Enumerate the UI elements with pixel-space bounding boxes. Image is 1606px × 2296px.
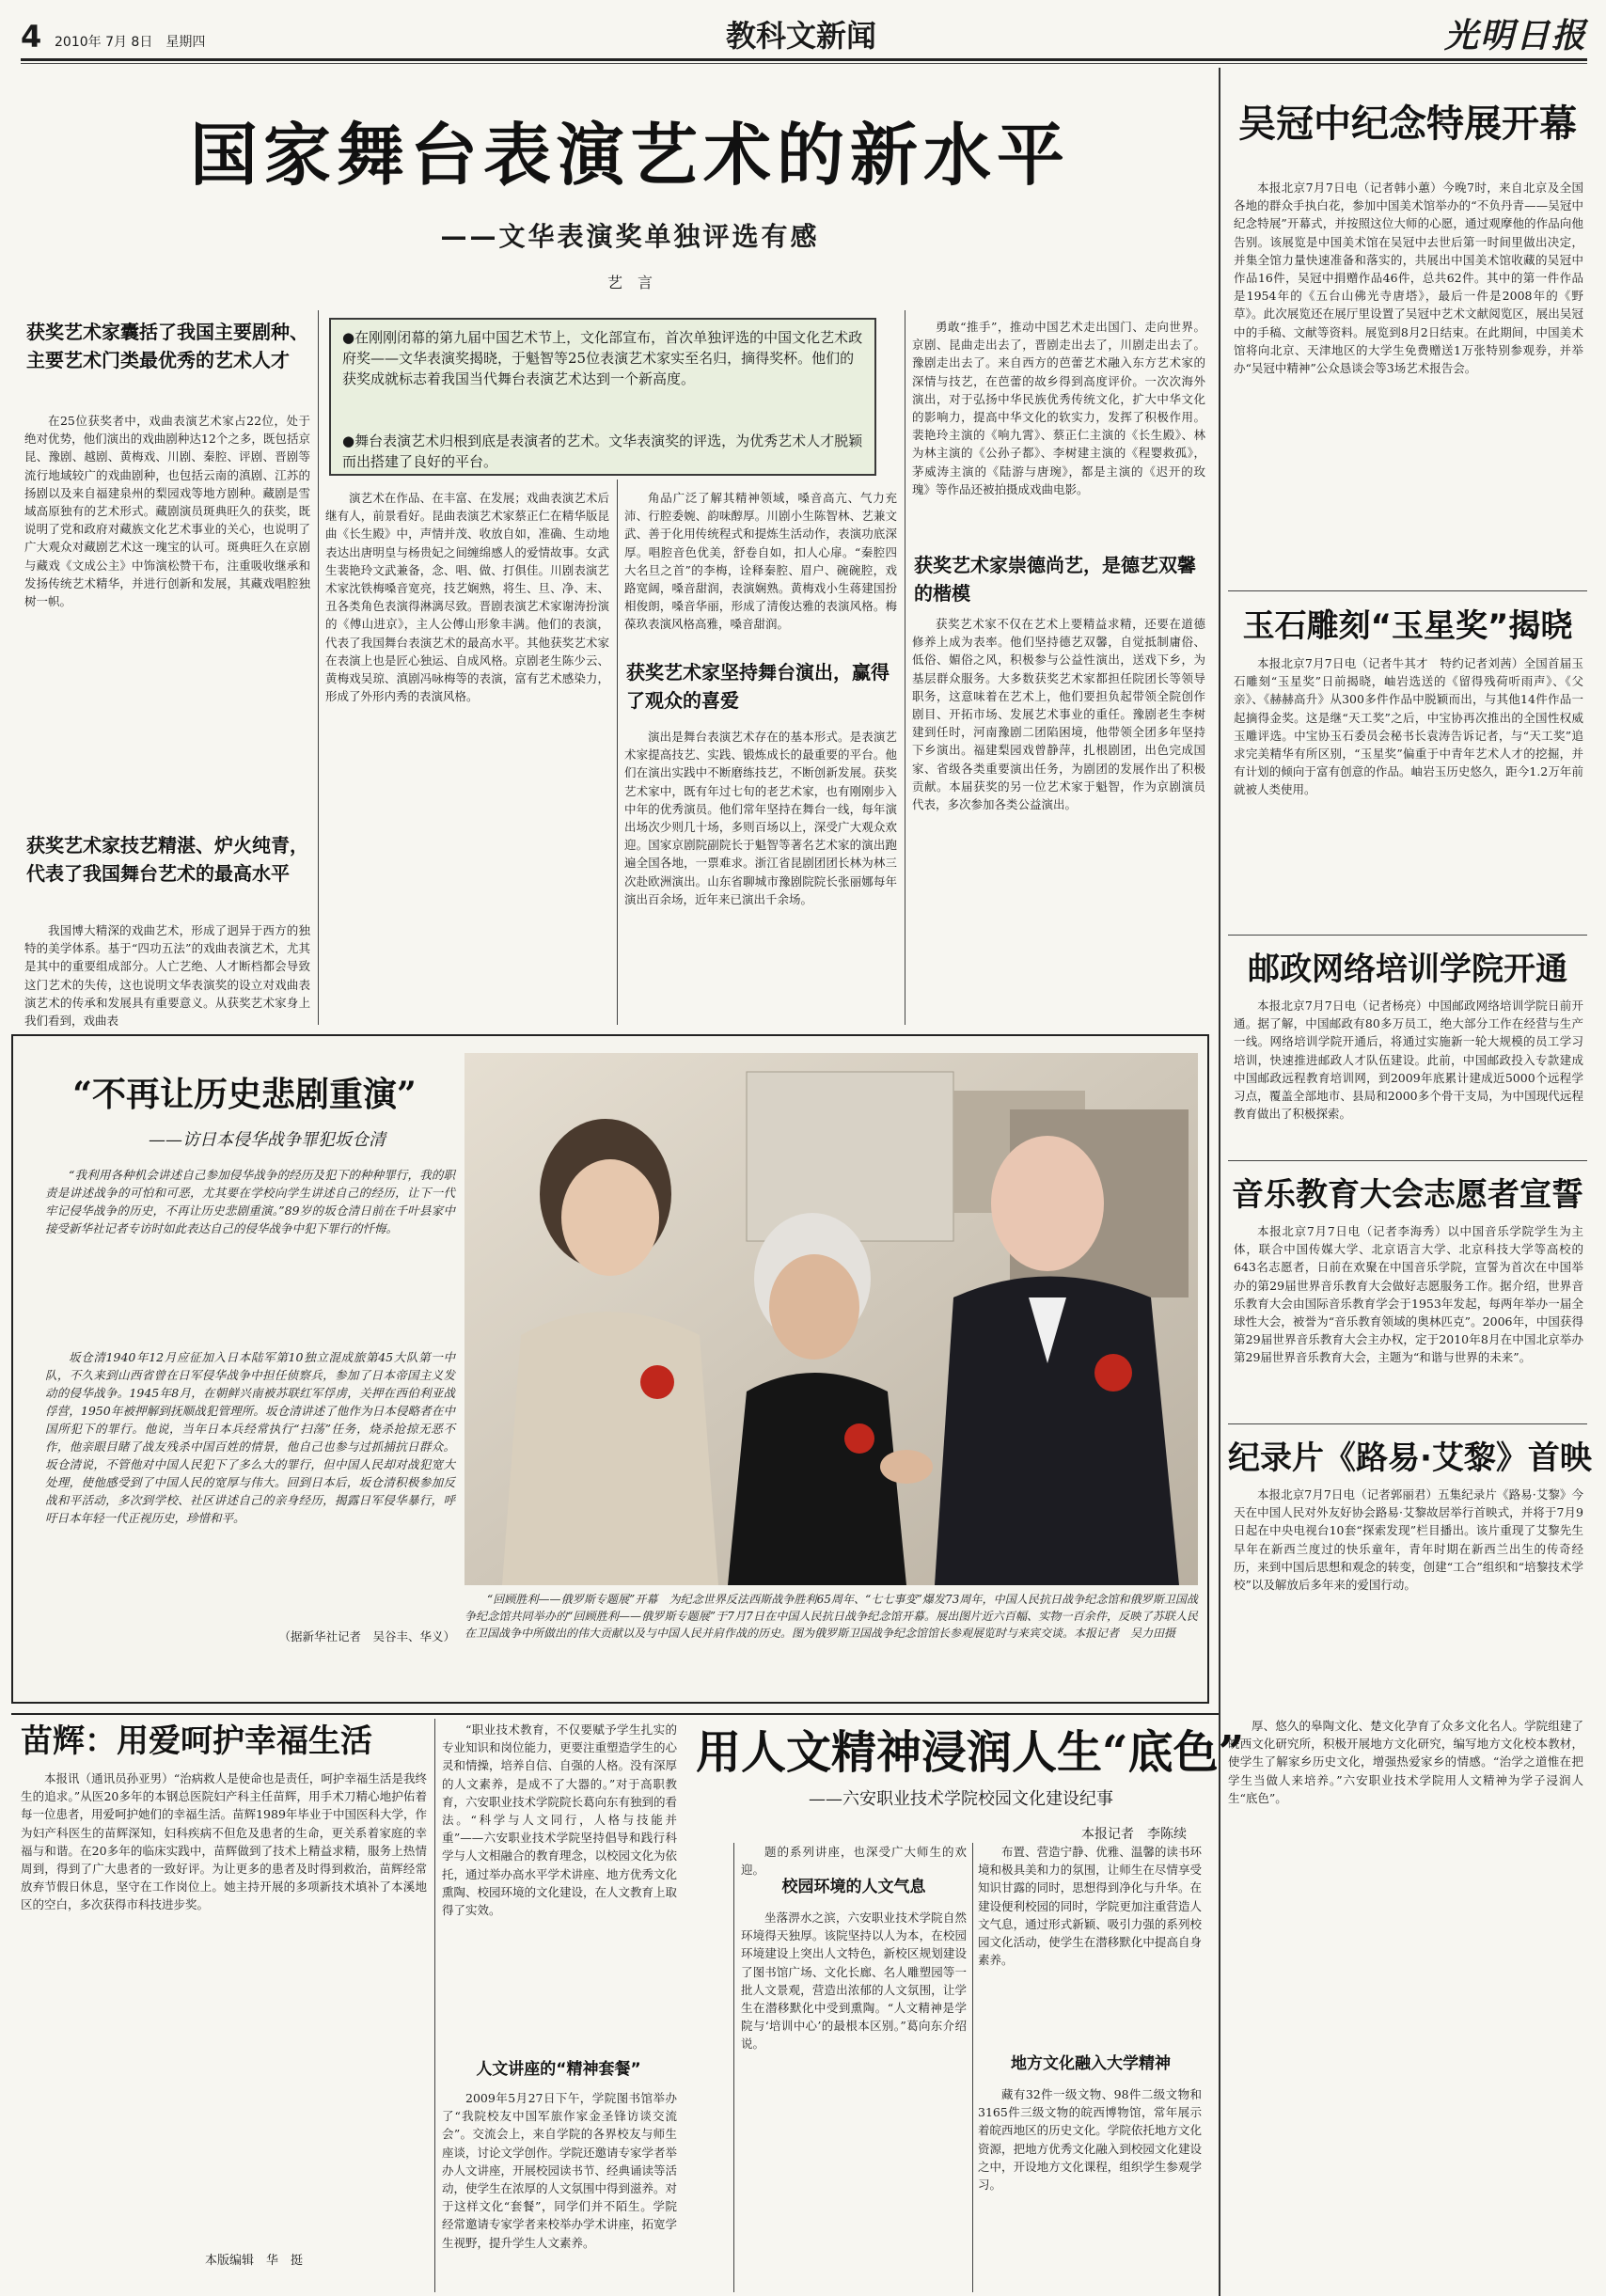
article-col-4b: 获奖艺术家不仅在艺术上要精益求精，还要在道德修养上成为表率。他们坚持德艺双馨，自觉抵制庸俗、低俗、媚俗之风，积极参与公益性演出，送戏下乡，为基层群众服务。大多数获奖艺术家都担任院团长等领导职务，这意味着在艺术上，他们要担负起带领全院创作剧目、开拓市场、发展艺术事业的重任。豫剧老生李树建到任时，河南豫剧二团陷困境，他带领全团多年坚持下乡演出。福建梨园戏曾静萍，扎根剧团，出色完成国家、省级各类重要演出任务，为剧团的发展作出了积极贡献。本届获奖的另一位艺术家于魁智，作为京剧演员代表，多次参加各类公益演出。 <box>912 617 1205 812</box>
bottom-right-byline: 本报记者 李陈续 <box>1081 1827 1187 1842</box>
brief-divider <box>1228 590 1587 591</box>
brief-body-2: 本报北京7月7日电（记者牛其才 特约记者刘茜）全国首届玉石雕刻“玉星奖”日前揭晓，岫岩选送的《留得残荷听雨声》、《父亲》、《赫赫高升》从300多件作品中脱颖而出，与其他14件作品一起摘得金奖。这是继“天工奖”之后，中宝协再次推出的全国性权威玉雕评选。中宝协玉石委员会秘书长袁涛告诉记者，与“天工奖”追求完美精华有所区别，“玉星奖”偏重于中青年艺术人才的挖掘，并有计划的倾向于富有创意的作品。岫岩玉历史悠久，距今1.2万年前就被人类使用。 <box>1234 656 1583 797</box>
brief-divider <box>1228 1160 1587 1161</box>
col-divider <box>434 1719 435 2292</box>
section-title: 教科文新闻 <box>725 18 876 54</box>
masthead <box>21 16 1587 56</box>
brief-body-3: 本报北京7月7日电（记者杨亮）中国邮政网络培训学院日前开通。据了解，中国邮政有80多万员工，绝大部分工作在经营与生产一线。网络培训学院开通后，将通过实施新一轮大规模的员工学习培训，快速推进邮政人才队伍建设。此前，中国邮政投入专款建成中国邮政远程教育培训网，到2009年底累计建成近5000个远程学习点，覆盖全部地市、县局和2000多个骨干支局，为中国现代远程教育做出了积极探索。 <box>1234 999 1583 1122</box>
feature-box <box>11 1034 1209 1704</box>
bottom-right-col-3: 布置、营造宁静、优雅、温馨的读书环境和极具美和力的氛围，让师生在尽情享受知识甘露的同时，思想得到净化与升华。在建设便利校园的同时，学院更加注重营造人文气息，通过形式新颖、吸引力强的系列校园文化活动，使学生在潜移默化中提高自身素养。 <box>978 1845 1202 1968</box>
bottom-right-col-1: 题的系列讲座，也深受广大师生的欢迎。 <box>741 1845 967 1878</box>
newspaper-logo: 光明日报 <box>1443 16 1587 55</box>
brief-body-5: 本报北京7月7日电（记者郭丽君）五集纪录片《路易·艾黎》今天在中国人民对外友好协会路易·艾黎故居举行首映式，并将于7月9日起在中央电视台10套“探索发现”栏目播出。该片重现了艾黎先生早年在新西兰度过的快乐童年，青年时期在新西兰出生的传奇经历，来到中国后思想和观念的转变，创建“工合”组织和“培黎技术学校”以及解放后多年来的爱国行动。 <box>1234 1487 1583 1593</box>
brief-title-2: 玉石雕刻“玉星奖”揭晓 <box>1242 607 1573 645</box>
lead-bullet-1: ●在刚刚闭幕的第九届中国艺术节上，文化部宣布，首次单独评选的中国文化艺术政府奖——文华表演奖揭晓，于魁智等25位表演艺术家实至名归，摘得奖杯。他们的获奖成就标志着我国当代舞台表演艺术达到一个新高度。 <box>342 329 863 387</box>
article-col-1b: 我国博大精深的戏曲艺术，形成了迥异于西方的独特的美学体系。基于“四功五法”的戏曲表演艺术，尤其是其中的重要组成部分。人亡艺绝、人才断档都会导致这门艺术的失传，这也说明文华表演奖的设立对戏曲表演艺术的传承和发展具有重要意义。从获奖艺术家身上我们看到，戏曲表 <box>24 923 310 1029</box>
main-subtitle: ——文华表演奖单独评选有感 <box>440 221 820 252</box>
issue-date: 2010年 7月 8日 星期四 <box>55 35 206 50</box>
brief-divider <box>1228 1423 1587 1424</box>
bottom-right-col-4: 厚、悠久的皋陶文化、楚文化孕育了众多文化名人。学院组建了皖西文化研究所，积极开展地方文化研究，编写地方文化校本教材，使学生了解家乡历史文化，增强热爱家乡的情感。“治学之道惟在把学生当做人来培养。”六安职业技术学院用人文精神为学子浸润人生“底色”。 <box>1228 1719 1583 1805</box>
col-divider <box>972 1843 973 2292</box>
feature-title: “不再让历史悲剧重演” <box>72 1075 417 1114</box>
feature-body: 坂仓清1940年12月应征加入日本陆军第10独立混成旅第45大队第一中队，不久来到山西省曾在日军侵华战争中担任侦察兵，参加了日本帝国主义发动的侵华战争。1945年8月，在朝鲜兴南被苏联红军俘虏，关押在西伯利亚战俘营，1950年被押解到抚顺战犯管理所。坂仓清讲述了他作为日本侵略者在中国所犯下的罪行。他说，当年日本兵经常执行“扫荡”任务，烧杀抢掠无恶不作，他亲眼目睹了战友残杀中国百姓的情景，他自己也参与过抓捕抗日群众。坂仓清说，不管他对中国人民犯下了多么大的罪行，但中国人民却对战犯宽大处理，使他感受到了中国人民的宽厚与伟大。回到日本后，坂仓清积极参加反战和平活动，多次到学校、社区讲述自己的亲身经历，揭露日军侵华暴行，呼吁日本年轻一代正视历史，珍惜和平。 <box>45 1350 455 1525</box>
bottom-right-title: 用人文精神浸润人生“底色” <box>696 1726 1245 1779</box>
feature-quote: “我利用各种机会讲述自己参加侵华战争的经历及犯下的种种罪行，我的职责是讲述战争的可怕和可恶，尤其要在学校向学生讲述自己的经历，让下一代牢记侵华战争的历史，不再让历史悲剧重演。”89岁的坂仓清日前在千叶县家中接受新华社记者专访时如此表达自己的侵华战争中犯下罪行的忏悔。 <box>45 1168 455 1235</box>
feature-subtitle: ——访日本侵华战争罪犯坂仓清 <box>149 1130 386 1150</box>
subhead-1: 获奖艺术家囊括了我国主要剧种、主要艺术门类最优秀的艺术人才 <box>26 321 308 371</box>
page-editor: 本版编辑 华 挺 <box>204 2254 303 2268</box>
bottom-right-subtitle: ——六安职业技术学院校园文化建设纪事 <box>809 1789 1113 1809</box>
col-divider <box>617 480 618 1025</box>
bottom-subhead-b: 人文讲座的“精神套餐” <box>476 2060 641 2079</box>
masthead-rule <box>21 58 1587 61</box>
brief-title-3: 邮政网络培训学院开通 <box>1248 951 1567 988</box>
col-divider <box>733 1843 734 2292</box>
bottom-subhead-a: 校园环境的人文气息 <box>781 1878 926 1896</box>
bottom-right-col-1b: 坐落淠水之滨，六安职业技术学院自然环境得天独厚。该院坚持以人为本，在校园环境建设上突出人文特色，新校区规划建设了图书馆广场、文化长廊、名人雕塑园等一批人文景观，营造出浓郁的人文氛围，让学生在潜移默化中受到熏陶。“人文精神是学院与‘培训中心’的最根本区别。”葛向东介绍说。 <box>741 1911 967 2052</box>
bottom-left-body: 本报讯（通讯员孙亚男）“治病救人是使命也是责任，呵护幸福生活是我终生的追求。”从医20多年的本钢总医院妇产科主任苗辉，用手术刀精心地护佑着每一位患者，用爱呵护她们的幸福生活。苗辉1989年毕业于中国医科大学，作为妇产科医生的苗辉深知，妇科疾病不但危及患者的生命，更关系着家庭的幸福与和谐。在20多年的临床实践中，苗辉做到了技术上精益求精，服务上热情周到，得到了广大患者的一致好评。为让更多的患者及时得到救治，苗辉经常放弃节假日休息，坚守在工作岗位上。她主持开展的多项新技术填补了本溪地区的空白，多次获得市科技进步奖。 <box>21 1771 427 1912</box>
masthead-rule-thin <box>21 63 1587 64</box>
bottom-right-col-3b: 藏有32件一级文物、98件二级文物和3165件三级文物的皖西博物馆，常年展示着皖西地区的历史文化。学院依托地方文化资源，把地方优秀文化融入到校园文化建设之中，开设地方文化课程，组织学生参观学习。 <box>978 2087 1202 2193</box>
col-divider <box>318 310 319 1025</box>
lead-box <box>329 318 876 476</box>
right-column-rule <box>1219 68 1220 2296</box>
bottom-left-title: 苗辉：用爱呵护幸福生活 <box>21 1722 372 1760</box>
main-headline: 国家舞台表演艺术的新水平 <box>189 116 1070 195</box>
subhead-2: 获奖艺术家技艺精湛、炉火纯青，代表了我国舞台艺术的最高水平 <box>26 834 308 885</box>
article-col-4: 勇敢“推手”，推动中国艺术走出国门、走向世界。京剧、昆曲走出去了，晋剧走出去了，川剧走出去了。豫剧走出去了。来自西方的芭蕾艺术融入东方艺术家的深情与技艺，在芭蕾的故乡得到高度评价。一次次海外演出，对于弘扬中华民族优秀传统文化，扩大中华文化的影响力，提高中华文化的软实力，发挥了积极作用。裴艳玲主演的《响九霄》、蔡正仁主演的《长生殿》、林为林主演的《公孙子都》、李树建主演的《程婴救孤》，茅威涛主演的《陆游与唐琬》，都是主演的《迟开的玫瑰》等作品还被拍摄成戏曲电影。 <box>912 320 1205 496</box>
subhead-4: 获奖艺术家崇德尚艺，是德艺双馨的楷模 <box>914 554 1196 605</box>
brief-title-1: 吴冠中纪念特展开幕 <box>1238 102 1577 146</box>
bottom-subhead-c: 地方文化融入大学精神 <box>1011 2054 1171 2073</box>
lead-bullet-2: ●舞台表演艺术归根到底是表演者的艺术。文华表演奖的评选，为优秀艺术人才脱颖而出搭建了良好的平台。 <box>342 432 863 470</box>
photo-caption: “回顾胜利——俄罗斯专题展”开幕 为纪念世界反法西斯战争胜利65周年、“七七事变”爆发73周年，中国人民抗日战争纪念馆和俄罗斯卫国战争纪念馆共同举办的“回顾胜利——俄罗斯专题展”于7月7日在中国人民抗日战争纪念馆开幕。展出图片近六百幅、实物一百余件，反映了苏联人民在卫国战争中所做出的伟大贡献以及与中国人民并肩作战的历史。图为俄罗斯卫国战争纪念馆馆长参观展览时与来宾交谈。本报记者 吴力田摄 <box>464 1593 1198 1640</box>
article-col-3: 角品广泛了解其精神领域，嗓音高亢、气力充沛、行腔委婉、韵味醇厚。川剧小生陈智林、艺兼文武、善于化用传统程式和提炼生活动作，表演功底深厚。唱腔音色优美，舒卷自如，扣人心扉。“秦腔四大名旦之首”的李梅，诠释秦腔、眉户、碗碗腔，戏路宽阔，嗓音甜润，表演娴熟。黄梅戏小生蒋建国扮相俊朗，嗓音华丽，形成了清俊达雅的表演风格。梅葆玖表演风格高雅，嗓音甜润。 <box>624 491 897 632</box>
brief-divider <box>1228 935 1587 936</box>
news-photo <box>464 1053 1198 1585</box>
feature-source: （据新华社记者 吴谷丰、华义） <box>278 1629 455 1643</box>
main-byline: 艺 言 <box>606 274 653 291</box>
brief-title-4: 音乐教育大会志愿者宣誓 <box>1232 1176 1583 1214</box>
bottom-mid-intro: “职业技术教育，不仅要赋予学生扎实的专业知识和岗位能力，更要注重塑造学生的心灵和情操，培养自信、自强的人格。没有深厚的人文素养，是成不了大器的。”对于高职教育，六安职业技术学院院长葛向东有独到的看法。“科学与人文同行，人格与技能并重”——六安职业技术学院坚持倡导和践行科学与人文相融合的教育理念，以校园文化为依托，通过举办高水平学术讲座、地方优秀文化熏陶、校园环境的文化建设，在人文教育上取得了实效。 <box>442 1722 678 1918</box>
bottom-mid-col: 2009年5月27日下午，学院图书馆举办了“我院校友中国军旅作家金圣锋访谈交流会”。交流会上，来自学院的各界校友与师生座谈，讨论文学创作。学院还邀请专家学者举办人文讲座，开展校园读书节、经典诵读等活动，使学生在浓厚的人文氛围中得到滋养。对于这样文化“套餐”，同学们并不陌生。学院经常邀请专家学者来校举办学术讲座，拓宽学生视野，提升学生人文素养。 <box>442 2091 678 2250</box>
subhead-3: 获奖艺术家坚持舞台演出，赢得了观众的喜爱 <box>626 661 890 712</box>
bottom-rule <box>11 1713 1219 1715</box>
page-number: 4 <box>21 19 42 55</box>
brief-body-1: 本报北京7月7日电（记者韩小蕙）今晚7时，来自北京及全国各地的群众手执白花，参加中国美术馆举办的“不负丹青——吴冠中纪念特展”开幕式，并按照这位大师的心愿，通过观摩他的作品向他告别。该展览是中国美术馆在吴冠中去世后第一时间里做出决定，并集全馆力量快速准备和落实的，共展出中国美术馆收藏的吴冠中作品16件，吴冠中捐赠作品46件，总共62件。其中的第一件作品是1954年的《五台山佛光寺唐塔》，最后一件是2008年的《野草》。此次展览还在展厅里设置了吴冠中艺术文献阅览区，展出吴冠中的手稿、文献等资料。展览到8月2日结束。在此期间，中国美术馆将向北京、天津地区的大学生免费赠送1万张特别参观券，并举办“吴冠中精神”公众恳谈会等3场艺术报告会。 <box>1234 181 1583 376</box>
article-col-2: 演艺术在作品、在丰富、在发展；戏曲表演艺术后继有人，前景看好。昆曲表演艺术家蔡正仁在精华版昆曲《长生殿》中，声情并茂、收放自如，准确、生动地表达出唐明皇与杨贵妃之间缠绵感人的爱情故事。女武生裴艳玲文武兼备，念、唱、做、打俱佳。川剧表演艺术家沈铁梅嗓音宽亮，技艺娴熟，将生、旦、净、末、丑各类角色表演得淋漓尽致。晋剧表演艺术家谢涛扮演的《傅山进京》，主人公傅山形象丰满。他们的表演，代表了我国舞台表演艺术的最高水平。其他获奖艺术家在表演上也是匠心独运、自成风格。京剧老生陈少云、黄梅戏吴琼、滇剧冯咏梅等的表演，富有艺术感染力，形成了外形内秀的表演风格。 <box>325 491 609 704</box>
photo-illustration <box>464 1053 1198 1585</box>
brief-title-5: 纪录片《路易·艾黎》首映 <box>1228 1439 1592 1477</box>
article-col-1: 在25位获奖者中，戏曲表演艺术家占22位，处于绝对优势，他们演出的戏曲剧种达12个之多，既包括京昆、豫剧、越剧、黄梅戏、川剧、秦腔、评剧、晋剧等流行地域较广的戏曲剧种，也包括云南的滇剧、江苏的扬剧以及来自福建泉州的梨园戏等地方剧种。藏剧是雪域高原独有的艺术形式。藏剧演员斑典旺久的获奖，既说明了党和政府对藏族文化艺术事业的关心，也说明了广大观众对藏剧艺术这一瑰宝的认可。斑典旺久在京剧与藏戏《文成公主》中饰演松赞干布，注重吸收继承和发扬传统艺术精华，并进行创新和发展，其藏戏唱腔独树一帜。 <box>24 414 310 609</box>
article-col-3b: 演出是舞台表演艺术存在的基本形式。是表演艺术家提高技艺、实践、锻炼成长的最重要的平台。他们在演出实践中不断磨练技艺，不断创新发展。获奖艺术家中，既有年过七旬的老艺术家，也有刚刚步入中年的优秀演员。他们常年坚持在舞台一线，每年演出场次少则几十场，多则百场以上，深受广大观众欢迎。国家京剧院副院长于魁智等著名艺术家的演出跑遍全国各地，一票难求。浙江省昆剧团团长林为林三次赴欧洲演出。山东省聊城市豫剧院院长张丽娜每年演出百余场，近年来已演出千余场。 <box>624 730 897 906</box>
brief-body-4: 本报北京7月7日电（记者李海秀）以中国音乐学院学生为主体，联合中国传媒大学、北京语言大学、北京科技大学等高校的643名志愿者，日前在欢聚在中国音乐学院，宣誓为首次在中国举办的第29届世界音乐教育大会做好志愿服务工作。据介绍，世界音乐教育大会由国际音乐教育学会于1953年发起，每两年举办一届全球性大会，被誉为“音乐教育领域的奥林匹克”。2006年，中国获得第29届世界音乐教育大会主办权，定于2010年8月在中国北京举办第29届世界音乐教育大会，主题为“和谐与世界的未来”。 <box>1234 1224 1583 1365</box>
